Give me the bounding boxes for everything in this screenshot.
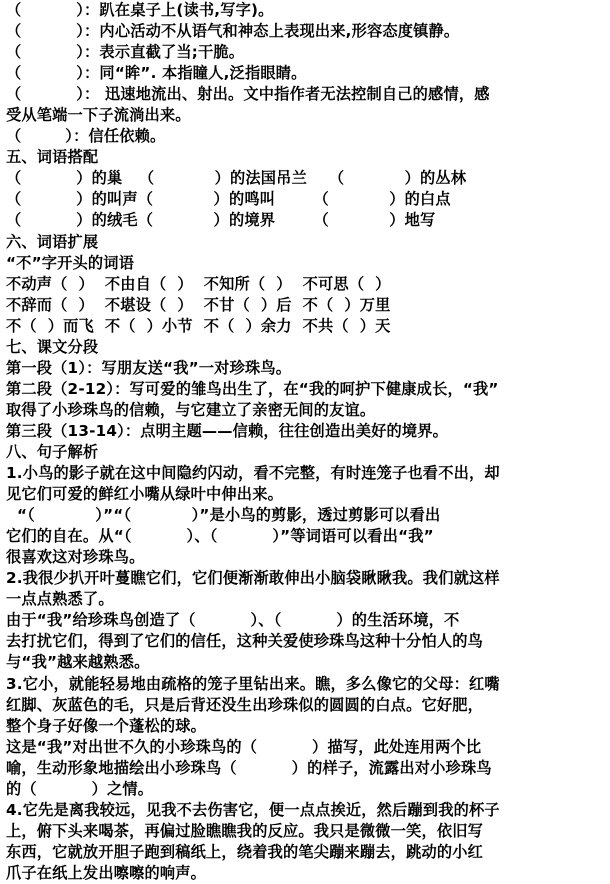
sentence-analysis-line: 与“我”越来越熟悉。 xyxy=(6,653,150,672)
sentence-analysis-line: 上，俯下头来喝茶，再偏过脸瞧瞧我的反应。我只是微微一笑，依旧写 xyxy=(6,821,484,840)
sentence-analysis-line: 这是“我”对出世不久的小珍珠鸟的（ ）描写，此处连用两个比 xyxy=(6,737,482,756)
sentence-analysis-line: 一点点熟悉了。 xyxy=(6,590,114,609)
sentence-analysis-line: 东西，它就放开胆子跑到稿纸上，绕着我的笔尖蹦来蹦去，跳动的小红 xyxy=(6,842,484,861)
definition-line: （ ）：趴在桌子上(读书,写字)。 xyxy=(6,1,274,19)
subheading-bu-words: “不”字开头的词语 xyxy=(6,253,135,272)
sentence-analysis-line: 去打扰它们，得到了它们的信任，这种关爱使珍珠鸟这种十分怕人的鸟 xyxy=(6,632,484,651)
section-heading-word-expansion: 六、词语扩展 xyxy=(6,232,99,251)
section-heading-sentence-analysis: 八、句子解析 xyxy=(6,442,99,461)
section-heading-paragraph-division: 七、课文分段 xyxy=(6,337,99,356)
word-matching-line: （ ）的绒毛（ ）的境界 （ ）地写 xyxy=(6,211,436,230)
sentence-analysis-line: 红脚、灰蓝色的毛，只是后背还没生出珍珠似的圆圆的白点。它好肥， xyxy=(6,695,484,714)
sentence-analysis-line: 由于“我”给珍珠鸟创造了（ ）、（ ）的生活环境，不 xyxy=(6,611,460,630)
sentence-analysis-line: 爪子在纸上发出嚓嚓的响声。 xyxy=(6,863,207,882)
sentence-analysis-line: 它们的自在。从“（ ）、（ ）”等词语可以看出“我” xyxy=(6,527,434,546)
sentence-analysis-line: 喻，生动形象地描绘出小珍珠鸟（ ）的样子，流露出对小珍珠鸟 xyxy=(6,758,492,777)
definition-line: 受从笔端一下子流淌出来。 xyxy=(6,106,191,125)
sentence-analysis-line: 1.小鸟的影子就在这中间隐约闪动，看不完整，有时连笼子也看不出，却 xyxy=(6,464,500,483)
sentence-analysis-line: 整个身子好像一个蓬松的球。 xyxy=(6,716,207,735)
sentence-analysis-line: 2.我很少扒开叶蔓瞧它们，它们便渐渐敢伸出小脑袋瞅瞅我。我们就这样 xyxy=(6,569,500,588)
definition-line: （ ）：内心活动不从语气和神态上表现出来,形容态度镇静。 xyxy=(6,22,460,41)
sentence-analysis-line: 很喜欢这对珍珠鸟。 xyxy=(6,548,145,567)
section-heading-word-matching: 五、词语搭配 xyxy=(6,148,99,167)
word-matching-line: （ ）的巢 （ ）的法国吊兰 （ ）的丛林 xyxy=(6,169,467,188)
paragraph-division-line: 第一段（1）：写朋友送“我”一对珍珠鸟。 xyxy=(6,358,292,377)
sentence-analysis-line: 见它们可爱的鲜红小嘴从绿叶中伸出来。 xyxy=(6,485,283,504)
word-matching-line: （ ）的叫声（ ）的鸣叫 （ ）的白点 xyxy=(6,190,451,209)
idiom-line: 不（ ）而飞 不（ ）小节 不（ ）余力 不共（ ）天 xyxy=(6,316,391,335)
sentence-analysis-line: “（ ）”“（ ）”是小鸟的剪影，透过剪影可以看出 xyxy=(6,506,441,525)
paragraph-division-line: 第三段（13-14）：点明主题——信赖，往往创造出美好的境界。 xyxy=(6,421,449,440)
idiom-line: 不动声（ ） 不由自（ ） 不知所（ ） 不可思（ ） xyxy=(6,274,391,293)
definition-line: （ ）： 迅速地流出、射出。文中指作者无法控制自己的感情，感 xyxy=(6,85,490,104)
sentence-analysis-line: 4.它先是离我较远，见我不去伤害它，便一点点挨近，然后蹦到我的杯子 xyxy=(6,800,500,819)
paragraph-division-line: 取得了小珍珠鸟的信赖，与它建立了亲密无间的友谊。 xyxy=(6,400,376,419)
idiom-line: 不辞而（ ） 不堪设（ ） 不甘（ ）后 不（ ）万里 xyxy=(6,295,391,314)
definition-line: （ ）：同“眸”. 本指瞳人,泛指眼睛。 xyxy=(6,64,307,83)
definition-line: （ ）：信任依赖。 xyxy=(6,127,166,146)
paragraph-division-line: 第二段（2-12）：写可爱的雏鸟出生了，在“我的呵护下健康成长，“我” xyxy=(6,379,499,398)
sentence-analysis-line: 的（ ）之情。 xyxy=(6,779,154,798)
definition-line: （ ）：表示直截了当;干脆。 xyxy=(6,43,245,62)
sentence-analysis-line: 3.它小，就能轻易地由疏格的笼子里钻出来。瞧，多么像它的父母：红嘴 xyxy=(6,674,500,693)
